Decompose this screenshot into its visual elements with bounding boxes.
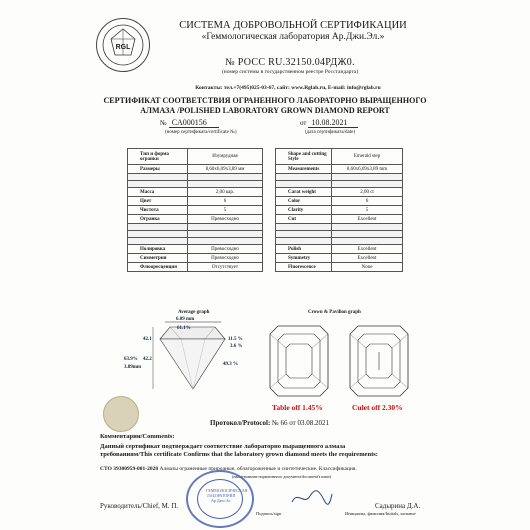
average-graph-title: Average graph [178, 310, 210, 315]
clarity-label-ru: Чистота [128, 206, 188, 215]
certificate-number-field [160, 118, 219, 128]
certificate-number-note: (номер сертификата/certificate №) [165, 130, 237, 135]
certificate-date-label: от [300, 119, 307, 127]
depth-mm-label: 3.89mm [124, 365, 142, 370]
color-label-en: Color [276, 197, 332, 206]
protocol-line [210, 419, 329, 427]
clarity-value-ru: 5 [188, 206, 263, 215]
table-gap-row [128, 238, 263, 245]
top-width-label: 6.09 mm [176, 317, 195, 322]
fluor-label-ru: Флюоресценция [128, 263, 188, 272]
cut-label-en: Cut [276, 215, 332, 224]
table-gap-row [276, 181, 403, 188]
comments-text: Данный сертификат подтверждает соответствие лабораторно выращенного алмаза [100, 443, 346, 450]
report-title-line1: СЕРТИФИКАТ СООТВЕТСТВИЯ ОГРАНЕННОГО ЛАБОРАТОРНО ВЫРАЩЕННОГО [103, 96, 427, 105]
clarity-label-en: Clarity [276, 206, 332, 215]
polish-value-en: Excellent [332, 245, 403, 254]
chief-name: Садырина Д.А. [375, 502, 421, 510]
standard-code: СТО 39300959-001-2020 [100, 466, 159, 472]
hologram-sticker [103, 396, 139, 432]
table-gap-row [128, 181, 263, 188]
table-row [276, 215, 403, 224]
pavilion-depth-label: 42.2 [143, 357, 152, 362]
dims-value-ru: 8,60x6,09x3,89 мм [188, 165, 263, 174]
certificate-number-label: № [160, 119, 167, 127]
girdle-label: 42.1 [143, 337, 152, 342]
polish-label-ru: Полировка [128, 245, 188, 254]
chief-role: Руководитель/Chief, М. П. [100, 502, 179, 510]
table-view-diagram [270, 326, 328, 396]
dims-label-ru: Размеры [128, 165, 188, 174]
cut-label-ru: Огранка [128, 215, 188, 224]
fluor-value-ru: Отсутствует [188, 263, 263, 272]
fluor-value-en: None [332, 263, 403, 272]
clarity-value-en: 5 [332, 206, 403, 215]
table-row [128, 245, 263, 254]
symmetry-label-en: Symmetry [276, 254, 332, 263]
org-subtitle: «Геммологическая лаборатория Ар.Джи.Эл.» [201, 32, 385, 42]
table-ru [127, 148, 263, 272]
symmetry-value-ru: Превосходно [188, 254, 263, 263]
signature-scribble [290, 488, 334, 508]
table-gap-row [276, 238, 403, 245]
rgl-logo-icon [101, 23, 145, 67]
table-row [276, 263, 403, 272]
name-note: Инициалы, фамилия/Initials, surname [345, 511, 416, 516]
table-row [276, 197, 403, 206]
table-row [276, 254, 403, 263]
mass-label-ru: Масса [128, 188, 188, 197]
contacts-line: Контакты: тел.+7(495)025-03-67, сайт: www.Rglab.ru, E-mail: info@rglab.ru [195, 85, 381, 91]
mass-value-en: 2,00 ct [332, 188, 403, 197]
table-gap-row [276, 231, 403, 238]
table-row [276, 245, 403, 254]
certificate-date-field [300, 118, 358, 128]
polish-value-ru: Превосходно [188, 245, 263, 254]
shape-label-ru: Тип и форма огранки [128, 149, 188, 165]
table-row [128, 165, 263, 174]
symmetry-value-en: Excellent [332, 254, 403, 263]
lab-seal-text: ГЕММОЛОГИЧЕСКАЯ ЛАБОРАТОРИЯ Ар.Джи.Эл. [206, 488, 248, 503]
dims-value-en: 8,60x6,09x3,89 mm [332, 165, 403, 174]
symmetry-label-ru: Симметрия [128, 254, 188, 263]
table-row [128, 188, 263, 197]
protocol-value: № 66 от 03.08.2021 [272, 419, 329, 427]
standard-note: (наименование нормативного документа/document's name) [232, 474, 332, 479]
table-gap-row [128, 231, 263, 238]
comments-text-2: требованиям/This certificate Confirms that the laboratory grown diamond meets the requirements: [100, 451, 378, 458]
shape-value-ru: Изумрудная [188, 149, 263, 165]
rgl-logo [96, 18, 150, 72]
logo-text: RGL [115, 44, 131, 51]
comments-title: Комментарии/Comments: [100, 433, 175, 440]
certificate-date-note: (дата сертификата/date) [305, 130, 356, 135]
shape-value-en: Emerald step [332, 149, 403, 165]
crown-pavilion-title: Crown & Pavilion graph [308, 310, 361, 315]
certificate-number-value: CA000156 [169, 118, 219, 128]
table-gap-row [276, 174, 403, 181]
table-gap-row [276, 224, 403, 231]
mass-value-ru: 2,00 кар. [188, 188, 263, 197]
table-gap-row [128, 224, 263, 231]
culet-view-diagram [350, 326, 408, 396]
pavilion-pct-label: 49.3 % [223, 362, 238, 367]
table-row [128, 263, 263, 272]
dims-label-en: Measurements [276, 165, 332, 174]
color-value-ru: 6 [188, 197, 263, 206]
table-row [128, 197, 263, 206]
sign-note: Подпись/sign [256, 511, 282, 516]
crown-angle-label: 11.5 % [228, 337, 243, 342]
shape-label-en: Shape and cutting Style [276, 149, 332, 165]
table-off-caption: Table off 1.45% [272, 403, 323, 412]
cut-value-ru: Превосходно [188, 215, 263, 224]
protocol-label: Протокол/Protocol: [210, 419, 271, 427]
culet-off-caption: Culet off 2.30% [352, 403, 403, 412]
polish-label-en: Polish [276, 245, 332, 254]
color-value-en: 6 [332, 197, 403, 206]
table-row [276, 206, 403, 215]
standard-line [100, 466, 440, 472]
certificate-date-value: 10.08.2021 [308, 118, 358, 128]
registry-note: (номер системы в государственном реестре Росстандарта) [221, 69, 359, 75]
cut-value-en: Excellent [332, 215, 403, 224]
table-row [128, 254, 263, 263]
standard-text: Алмазы ограненные природные, облагороженные и синтетические. Классификация. [159, 466, 357, 472]
table-row [276, 149, 403, 165]
depth-pct-label: 63.9% [124, 357, 138, 362]
report-title-line2: АЛМАЗА /POLISHED LABORATORY GROWN DIAMOND REPORT [140, 106, 390, 115]
crown-pavilion-diagram [268, 322, 418, 402]
color-label-ru: Цвет [128, 197, 188, 206]
table-row [128, 215, 263, 224]
table-pct-label: 61.1% [177, 326, 191, 331]
table-row [276, 165, 403, 174]
fluor-label-en: Fluorescence [276, 263, 332, 272]
table-gap-row [128, 174, 263, 181]
mass-label-en: Carat weight [276, 188, 332, 197]
org-title: СИСТЕМА ДОБРОВОЛЬНОЙ СЕРТИФИКАЦИИ [179, 20, 407, 31]
table-row [128, 149, 263, 165]
table-en [275, 148, 403, 272]
table-row [128, 206, 263, 215]
crown-height-label: 3.6 % [230, 344, 243, 349]
registry-number: № РОСС RU.32150.04РДЖ0. [225, 57, 355, 68]
table-row [276, 188, 403, 197]
